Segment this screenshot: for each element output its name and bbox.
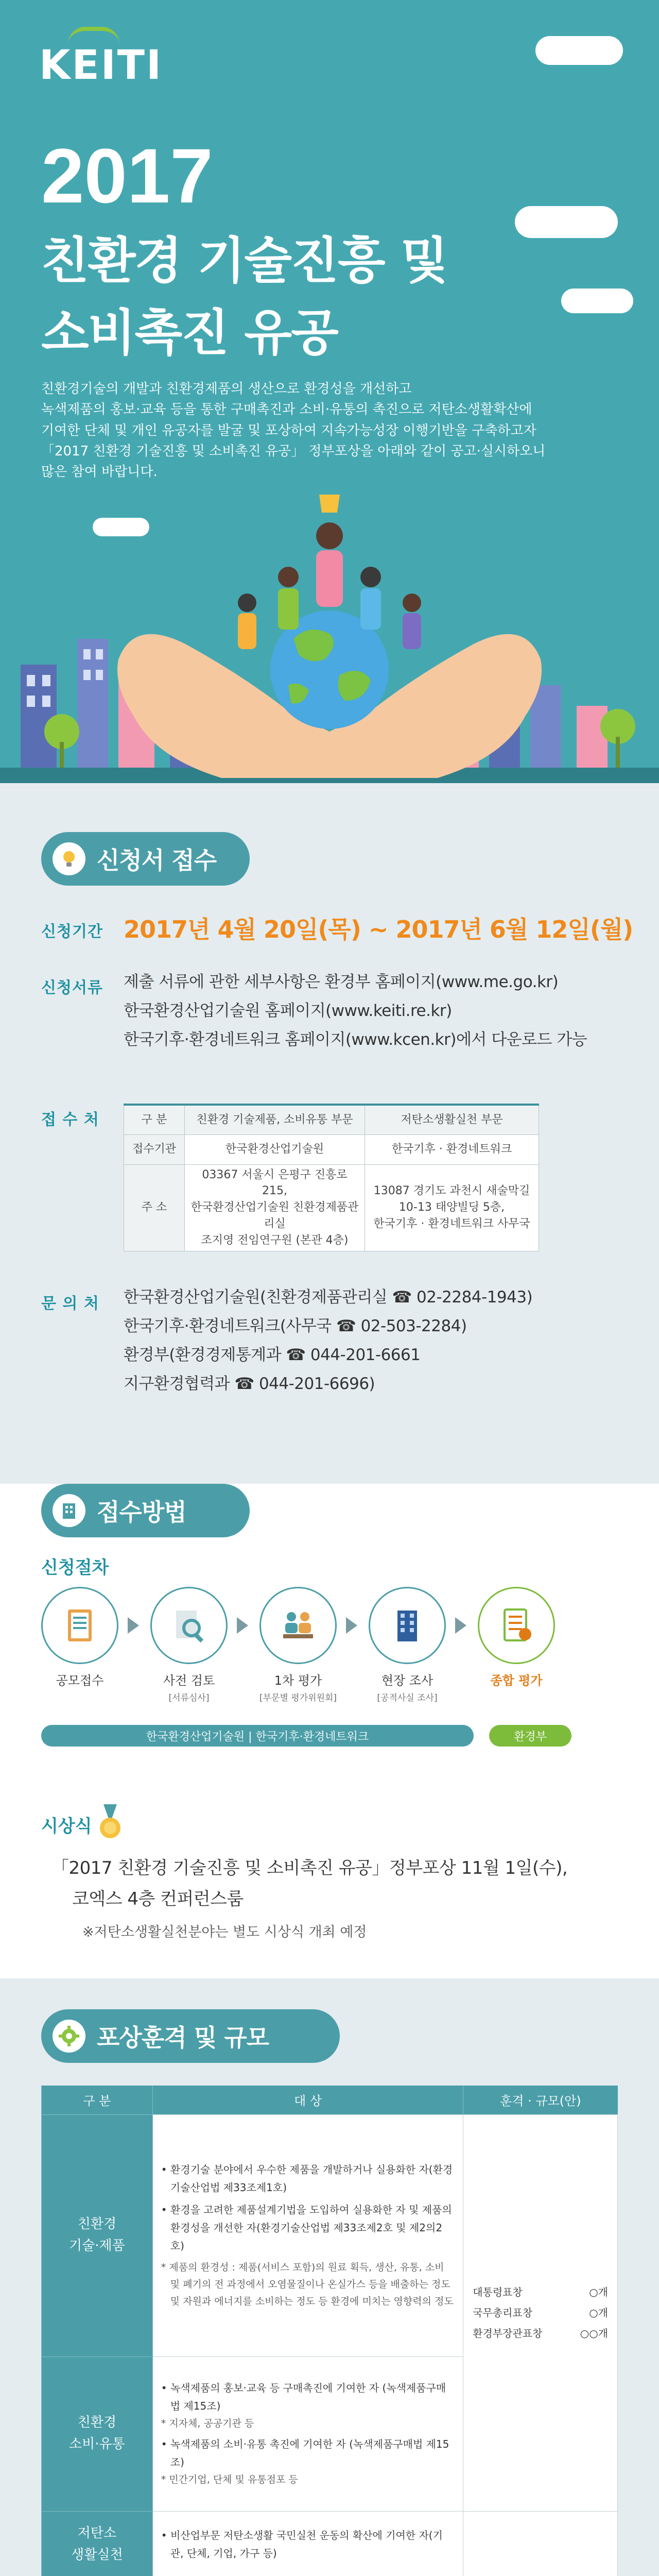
category-line: 친환경 [77,2415,117,2431]
chevron-right-icon [455,1617,466,1634]
lightbulb-icon [53,842,85,875]
period-label: 신청기간 [41,923,103,941]
intro-line: 「2017 친환경 기술진흥 및 소비촉진 유공」 정부포상을 아래와 같이 공고·실시하오니 [41,443,546,459]
category-line: 기술·제품 [69,2238,125,2253]
ceremony-text: 「2017 친환경 기술진흥 및 소비촉진 유공」정부포상 11월 1일(수), [51,1858,568,1878]
table-row-label: 주 소 [124,1164,185,1251]
description-note: * 지자체, 공공기관 등 [161,2417,254,2429]
step-sub: [부문별 평가위원회] [259,1693,337,1703]
step-name: 사전 검토 [163,1673,215,1688]
intro-line: 녹색제품의 홍보·교육 등을 통한 구매촉진과 소비·유통의 촉진으로 저탄소생활확산에 [41,402,532,418]
intro-line: 많은 참여 바랍니다. [41,464,158,480]
table-row-label: 접수기관 [124,1134,185,1164]
description-cell [152,2114,463,2357]
scale-cell [463,2114,618,2511]
step-name: 종합 평가 [490,1673,543,1688]
meeting-icon [259,1587,337,1664]
hero-year: 2017 [41,132,213,219]
medal-icon [95,1804,125,1840]
gear-icon [53,2020,85,2053]
category-cell [42,2511,153,2576]
process-step [150,1587,228,1703]
contact-text [124,1283,532,1398]
awards-table [41,2086,618,2576]
period-value: 2017년 4월 20일(목) ~ 2017년 6월 12일(월) [124,916,633,943]
category-line: 친환경 [77,2216,117,2232]
description-note: * 민간기업, 단체 및 유통점포 등 [161,2474,298,2485]
step-sub: [공적사실 조사] [377,1693,438,1703]
contact-line: 한국기후·환경네트워크(사무국 ☎ 02-503-2284) [124,1317,467,1335]
section-heading-pill [41,2009,340,2063]
building-icon [369,1587,446,1664]
building-shape [77,639,108,783]
section-title: 접수방법 [97,1498,186,1526]
contact-label: 문 의 처 [41,1295,99,1313]
hands-earth-illustration [0,489,659,783]
document-icon [41,1587,118,1664]
cloud-decoration [561,289,633,313]
chevron-right-icon [346,1617,357,1634]
documents-line: 제출 서류에 관한 세부사항은 환경부 홈페이지(www.me.go.kr) [124,973,559,991]
address-line: 03367 서울시 은평구 진흥로 215, [202,1168,348,1198]
section-title: 포상훈격 및 규모 [97,2024,269,2052]
step-name: 공모접수 [56,1673,104,1688]
category-cell [42,2114,153,2357]
documents-line: 한국환경산업기술원 홈페이지(www.keiti.re.kr) [124,1002,452,1020]
cloud-decoration [515,206,618,238]
table-header-cell: 구 분 [124,1105,185,1134]
table-cell [365,1164,539,1251]
table-header-cell: 구 분 [42,2086,153,2114]
table-cell: 한국기후 · 환경네트워크 [365,1134,539,1164]
address-line: 조지영 전임연구원 (본관 4층) [201,1234,349,1247]
section-heading-pill [41,832,250,886]
hero-intro [41,379,633,482]
description-item: • 녹색제품의 홍보·교육 등 구매촉진에 기여한 자 (녹색제품구매법 제15조) [161,2381,446,2412]
process-step [41,1587,118,1690]
hero-title-line1: 친환경 기술진흥 및 [41,232,447,290]
application-section [0,783,659,1484]
building-icon [53,1494,85,1527]
contact-line: 환경부(환경경제통계과 ☎ 044-201-6661 [124,1346,421,1364]
description-item: • 녹색제품의 소비·유통 촉진에 기여한 자 (녹색제품구매법 제15조) [161,2438,449,2468]
contact-line: 지구환경협력과 ☎ 044-201-6696) [124,1375,375,1393]
checklist-icon [478,1587,555,1664]
category-line: 저탄소 [77,2526,117,2541]
address-line: 13087 경기도 과천시 새술막길 [373,1184,530,1198]
address-line: 한국기후 · 환경네트워크 사무국 [373,1217,530,1231]
hero-title-line2: 소비촉진 유공 [41,304,338,362]
intro-line: 친환경기술의 개발과 친환경제품의 생산으로 환경성을 개선하고 [41,381,412,397]
scale-row: 대통령표창 ○개 [473,2286,608,2298]
ceremony-label: 시상식 [41,1816,92,1837]
hero-banner [0,0,659,783]
table-header-cell: 대 상 [152,2086,463,2114]
step-name: 1차 평가 [274,1673,322,1688]
process-step [478,1587,555,1690]
scale-cell [463,2511,618,2576]
reception-label: 접 수 처 [41,1111,99,1129]
address-line: 한국환경산업기술원 친환경제품관리실 [190,1201,359,1231]
keiti-logo: KEITI [39,42,163,89]
description-item: • 비산업부문 저탄소생활 국민실천 운동의 확산에 기여한 자(기관, 단체, 기업, 가구 등) [161,2529,443,2560]
category-cell [42,2357,153,2511]
process-step [259,1587,337,1703]
cloud-decoration [535,36,623,65]
intro-line: 기여한 단체 및 개인 유공자를 발굴 및 포상하여 지속가능성장 이행기반을 구축하고자 [41,422,536,438]
chevron-right-icon [237,1617,248,1634]
table-cell [185,1164,365,1251]
table-header-cell: 훈격 · 규모(안) [463,2086,618,2114]
chevron-right-icon [128,1617,139,1634]
scale-row: 국무총리표창 ○개 [473,2307,608,2319]
step-sub: [서류심사] [168,1693,210,1703]
method-section [0,1484,659,1978]
reception-table [124,1104,539,1251]
documents-text [124,968,587,1054]
trophy-shape [319,495,340,513]
description-cell [152,2511,463,2576]
documents-line: 한국기후·환경네트워크 홈페이지(www.kcen.kr)에서 다운로드 가능 [124,1030,587,1049]
ceremony-note: ※저탄소생활실천분야는 별도 시상식 개최 예정 [82,1924,367,1940]
ministry-bar: 환경부 [489,1725,571,1747]
process-step [369,1587,446,1703]
procedure-label: 신청절차 [41,1557,109,1578]
description-item: • 환경기술 분야에서 우수한 제품을 개발하거나 실용화한 자(환경기술산업법 제33조제1호) [161,2163,453,2194]
contact-line: 한국환경산업기술원(친환경제품관리실 ☎ 02-2284-1943) [124,1288,533,1307]
category-line: 소비·유통 [69,2436,125,2452]
ceremony-venue: 코엑스 4층 컨퍼런스룸 [72,1889,244,1909]
table-header-cell: 친환경 기술제품, 소비유통 부문 [185,1105,365,1134]
step-name: 현장 조사 [381,1673,433,1688]
address-line: 10-13 태양빌딩 5층, [398,1201,505,1214]
section-heading-pill [41,1484,250,1537]
table-cell: 한국환경산업기술원 [185,1134,365,1164]
description-cell [152,2357,463,2511]
description-note: * 제품의 환경성 : 제품(서비스 포함)의 원료 획득, 생산, 유통, 소비 및 폐기의 전 과정에서 오염물질이나 온실가스 등을 배출하는 정도 및 자원과 에너지를 소비하는 정도 등 환경에 미치는 영향력의 정도 [161,2261,454,2308]
scale-row: 환경부장관표창 ○○개 [473,2327,608,2340]
magnifier-icon [150,1587,228,1664]
category-line: 생활실천 [71,2547,123,2563]
agency-bar: 한국환경산업기술원 | 한국기후·환경네트워크 [41,1725,474,1747]
description-item: • 환경을 고려한 제품설계기법을 도입하여 실용화한 자 및 제품의 환경성을 개선한 자(환경기술산업법 제33조제2호 및 제2의2호) [161,2203,452,2252]
documents-label: 신청서류 [41,979,103,997]
section-title: 신청서 접수 [97,846,217,874]
table-header-cell: 저탄소생활실천 부문 [365,1105,539,1134]
